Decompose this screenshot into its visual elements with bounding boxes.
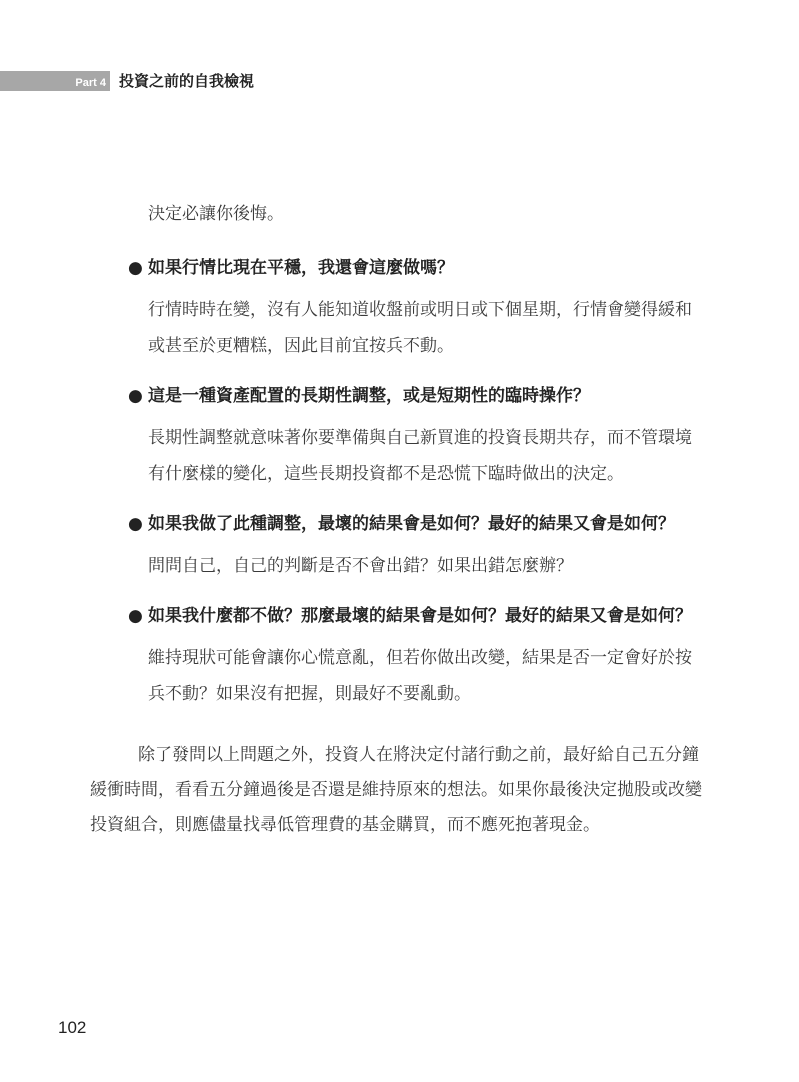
bullet-icon: ● xyxy=(128,258,143,278)
answer: 長期性調整就意味著你要準備與自己新買進的投資長期共存，而不管環境有什麼樣的變化，這些長期投資都不是恐慌下臨時做出的決定。 xyxy=(148,428,692,484)
chapter-title: 投資之前的自我檢視 xyxy=(119,72,255,90)
bullet-icon: ● xyxy=(128,606,143,626)
qa-item-2 xyxy=(90,380,702,492)
question: ● 如果我做了此種調整，最壞的結果會是如何？最好的結果又會是如何？ xyxy=(90,508,702,540)
question: ● 如果我什麼都不做？那麼最壞的結果會是如何？最好的結果又會是如何？ xyxy=(90,600,702,632)
qa-item-4 xyxy=(90,600,702,712)
answer: 行情時時在變，沒有人能知道收盤前或明日或下個星期，行情會變得緩和或甚至於更糟糕，因此目前宜按兵不動。 xyxy=(148,300,692,356)
qa-item-1 xyxy=(90,252,702,364)
part-tab xyxy=(0,71,110,91)
running-header xyxy=(0,71,600,91)
bullet-icon: ● xyxy=(128,386,143,406)
page-body xyxy=(90,192,702,843)
part-label: Part 4 xyxy=(75,77,106,89)
question: ● 如果行情比現在平穩，我還會這麼做嗎？ xyxy=(90,252,702,284)
answer: 維持現狀可能會讓你心慌意亂，但若你做出改變，結果是否一定會好於按兵不動？如果沒有把握，則最好不要亂動。 xyxy=(148,648,692,704)
closing-paragraph: 除了發問以上問題之外，投資人在將決定付諸行動之前，最好給自己五分鐘緩衝時間，看看五分鐘過後是否還是維持原來的想法。如果你最後決定拋股或改變投資組合，則應儘量找尋低管理費的基金購買，而不應死抱著現金。 xyxy=(90,745,702,835)
question: ● 這是一種資產配置的長期性調整，或是短期性的臨時操作？ xyxy=(90,380,702,412)
bullet-icon: ● xyxy=(128,514,143,534)
page-number: 102 xyxy=(58,1018,87,1037)
intro-paragraph: 決定必讓你後悔。 xyxy=(148,204,284,224)
qa-item-3 xyxy=(90,508,702,584)
answer: 問問自己，自己的判斷是否不會出錯？如果出錯怎麼辦？ xyxy=(148,556,573,576)
